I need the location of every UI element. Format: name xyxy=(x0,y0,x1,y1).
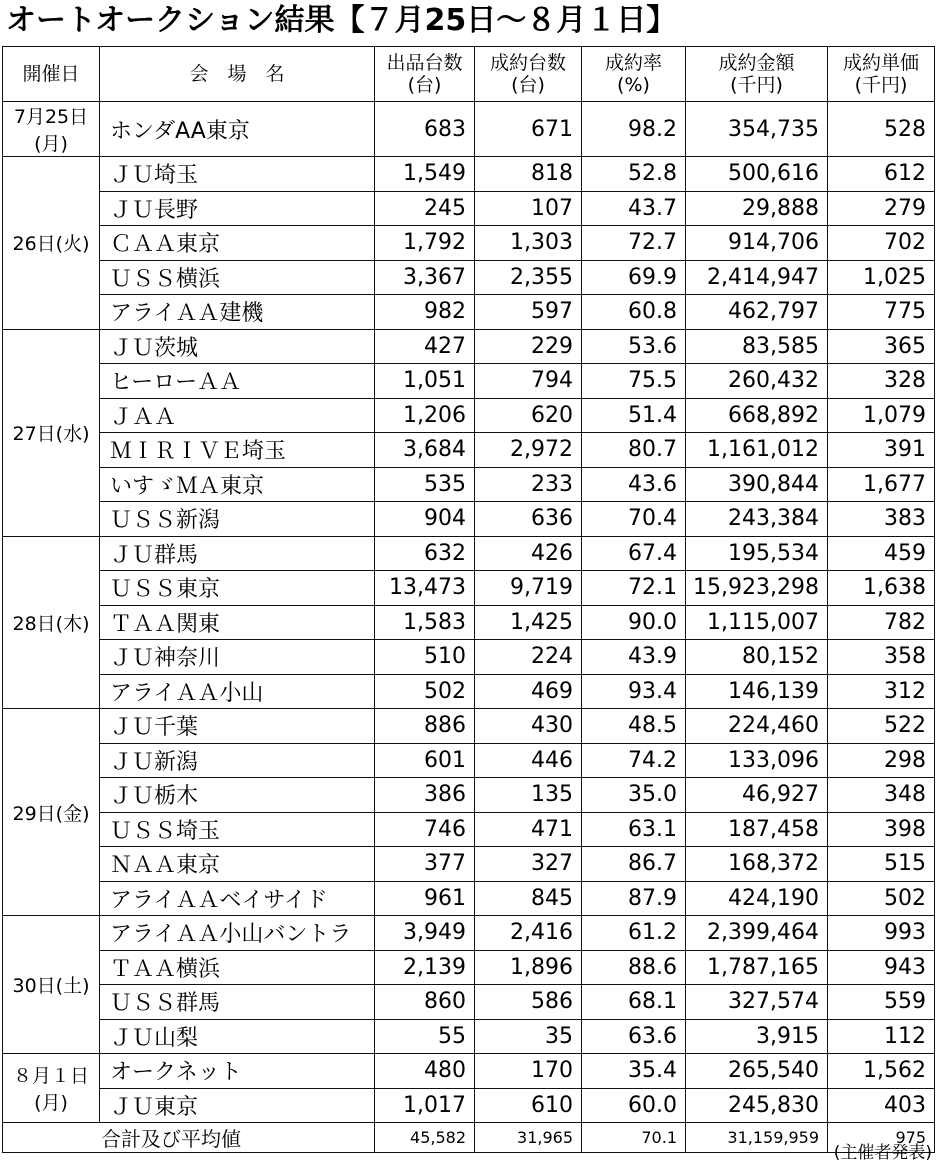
unit-cell: 348 xyxy=(828,778,935,813)
unit-cell: 298 xyxy=(828,743,935,778)
unit-cell: 702 xyxy=(828,226,935,261)
unit-cell: 1,562 xyxy=(828,1054,935,1089)
sold-cell: 2,972 xyxy=(475,433,582,468)
amount-cell: 29,888 xyxy=(686,191,828,226)
table-row xyxy=(3,812,935,847)
unit-cell: 502 xyxy=(828,881,935,916)
date-cell: 27日(水) xyxy=(3,329,100,536)
sold-cell: 135 xyxy=(475,778,582,813)
table-row xyxy=(3,709,935,744)
listed-cell: 3,684 xyxy=(375,433,475,468)
unit-cell: 782 xyxy=(828,605,935,640)
listed-cell: 3,367 xyxy=(375,260,475,295)
listed-cell: 2,139 xyxy=(375,950,475,985)
amount-cell: 500,616 xyxy=(686,157,828,192)
rate-cell: 75.5 xyxy=(582,364,686,399)
amount-cell: 1,115,007 xyxy=(686,605,828,640)
table-row xyxy=(3,329,935,364)
table-row xyxy=(3,950,935,985)
table-row xyxy=(3,778,935,813)
table-row xyxy=(3,191,935,226)
listed-cell: 601 xyxy=(375,743,475,778)
header-venue: 会 場 名 xyxy=(100,47,375,102)
sold-cell: 170 xyxy=(475,1054,582,1089)
unit-cell: 559 xyxy=(828,985,935,1020)
listed-cell: 961 xyxy=(375,881,475,916)
sold-cell: 9,719 xyxy=(475,571,582,606)
rate-cell: 70.4 xyxy=(582,502,686,537)
listed-cell: 886 xyxy=(375,709,475,744)
table-row xyxy=(3,157,935,192)
table-row xyxy=(3,1019,935,1054)
amount-cell: 914,706 xyxy=(686,226,828,261)
unit-cell: 459 xyxy=(828,536,935,571)
table-row xyxy=(3,847,935,882)
unit-cell: 612 xyxy=(828,157,935,192)
rate-cell: 90.0 xyxy=(582,605,686,640)
sold-cell: 107 xyxy=(475,191,582,226)
table-row xyxy=(3,536,935,571)
venue-cell: いすゞＭＡ東京 xyxy=(100,467,375,502)
unit-cell: 775 xyxy=(828,295,935,330)
sold-cell: 610 xyxy=(475,1088,582,1123)
rate-cell: 67.4 xyxy=(582,536,686,571)
header-listed: 出品台数 (台) xyxy=(375,47,475,102)
unit-cell: 383 xyxy=(828,502,935,537)
rate-cell: 48.5 xyxy=(582,709,686,744)
listed-cell: 3,949 xyxy=(375,916,475,951)
rate-cell: 60.8 xyxy=(582,295,686,330)
table-row xyxy=(3,916,935,951)
sold-cell: 233 xyxy=(475,467,582,502)
venue-cell: ＪＵ神奈川 xyxy=(100,640,375,675)
table-row xyxy=(3,985,935,1020)
sold-cell: 794 xyxy=(475,364,582,399)
listed-cell: 1,051 xyxy=(375,364,475,399)
sold-cell: 2,355 xyxy=(475,260,582,295)
listed-cell: 377 xyxy=(375,847,475,882)
amount-cell: 1,161,012 xyxy=(686,433,828,468)
date-cell: 26日(火) xyxy=(3,157,100,330)
unit-cell: 328 xyxy=(828,364,935,399)
sold-cell: 845 xyxy=(475,881,582,916)
rate-cell: 80.7 xyxy=(582,433,686,468)
listed-cell: 245 xyxy=(375,191,475,226)
amount-cell: 260,432 xyxy=(686,364,828,399)
listed-cell: 480 xyxy=(375,1054,475,1089)
sold-cell: 35 xyxy=(475,1019,582,1054)
venue-cell: アライＡＡ小山バントラ xyxy=(100,916,375,951)
rate-cell: 61.2 xyxy=(582,916,686,951)
rate-cell: 74.2 xyxy=(582,743,686,778)
table-row xyxy=(3,502,935,537)
amount-cell: 243,384 xyxy=(686,502,828,537)
venue-cell: ＪＵ埼玉 xyxy=(100,157,375,192)
rate-cell: 60.0 xyxy=(582,1088,686,1123)
amount-cell: 80,152 xyxy=(686,640,828,675)
listed-cell: 1,792 xyxy=(375,226,475,261)
page-title: オートオークション結果【７月25日～８月１日】 xyxy=(6,3,677,38)
table-row xyxy=(3,433,935,468)
rate-cell: 93.4 xyxy=(582,674,686,709)
venue-cell: ＵＳＳ横浜 xyxy=(100,260,375,295)
sold-cell: 671 xyxy=(475,102,582,157)
header-row xyxy=(3,47,935,102)
unit-cell: 943 xyxy=(828,950,935,985)
amount-cell: 187,458 xyxy=(686,812,828,847)
amount-cell: 195,534 xyxy=(686,536,828,571)
listed-cell: 427 xyxy=(375,329,475,364)
sold-cell: 1,896 xyxy=(475,950,582,985)
table-row xyxy=(3,226,935,261)
sold-cell: 426 xyxy=(475,536,582,571)
total-unit: 975 xyxy=(828,1123,935,1153)
amount-cell: 245,830 xyxy=(686,1088,828,1123)
amount-cell: 265,540 xyxy=(686,1054,828,1089)
sold-cell: 469 xyxy=(475,674,582,709)
amount-cell: 168,372 xyxy=(686,847,828,882)
rate-cell: 35.0 xyxy=(582,778,686,813)
listed-cell: 904 xyxy=(375,502,475,537)
unit-cell: 528 xyxy=(828,102,935,157)
listed-cell: 55 xyxy=(375,1019,475,1054)
venue-cell: ＴＡＡ横浜 xyxy=(100,950,375,985)
unit-cell: 1,677 xyxy=(828,467,935,502)
rate-cell: 72.1 xyxy=(582,571,686,606)
amount-cell: 327,574 xyxy=(686,985,828,1020)
rate-cell: 69.9 xyxy=(582,260,686,295)
date-cell: 29日(金) xyxy=(3,709,100,916)
listed-cell: 510 xyxy=(375,640,475,675)
unit-cell: 993 xyxy=(828,916,935,951)
amount-cell: 462,797 xyxy=(686,295,828,330)
venue-cell: ヒーローＡＡ xyxy=(100,364,375,399)
rate-cell: 43.6 xyxy=(582,467,686,502)
unit-cell: 358 xyxy=(828,640,935,675)
sold-cell: 446 xyxy=(475,743,582,778)
venue-cell: ＪＵ新潟 xyxy=(100,743,375,778)
sold-cell: 1,303 xyxy=(475,226,582,261)
total-row xyxy=(3,1123,935,1153)
table-row xyxy=(3,260,935,295)
total-amount: 31,159,959 xyxy=(686,1123,828,1153)
listed-cell: 1,549 xyxy=(375,157,475,192)
sold-cell: 636 xyxy=(475,502,582,537)
amount-cell: 224,460 xyxy=(686,709,828,744)
header-rate: 成約率 (%) xyxy=(582,47,686,102)
sold-cell: 430 xyxy=(475,709,582,744)
total-label: 合計及び平均値 xyxy=(3,1123,375,1153)
auction-results-table xyxy=(2,46,935,1153)
venue-cell: ＪＵ茨城 xyxy=(100,329,375,364)
venue-cell: ＮＡＡ東京 xyxy=(100,847,375,882)
amount-cell: 1,787,165 xyxy=(686,950,828,985)
sold-cell: 224 xyxy=(475,640,582,675)
rate-cell: 72.7 xyxy=(582,226,686,261)
results-table-container xyxy=(2,46,934,1153)
unit-cell: 1,079 xyxy=(828,398,935,433)
venue-cell: アライＡＡ小山 xyxy=(100,674,375,709)
unit-cell: 403 xyxy=(828,1088,935,1123)
venue-cell: ＵＳＳ群馬 xyxy=(100,985,375,1020)
table-row xyxy=(3,1054,935,1089)
listed-cell: 1,583 xyxy=(375,605,475,640)
venue-cell: ＴＡＡ関東 xyxy=(100,605,375,640)
total-sold: 31,965 xyxy=(475,1123,582,1153)
amount-cell: 46,927 xyxy=(686,778,828,813)
source-note: (主催者発表) xyxy=(833,1143,932,1163)
amount-cell: 3,915 xyxy=(686,1019,828,1054)
unit-cell: 112 xyxy=(828,1019,935,1054)
rate-cell: 63.6 xyxy=(582,1019,686,1054)
venue-cell: ＪＵ千葉 xyxy=(100,709,375,744)
table-row xyxy=(3,674,935,709)
venue-cell: ＭＩＲＩＶＥ埼玉 xyxy=(100,433,375,468)
table-row xyxy=(3,295,935,330)
table-row xyxy=(3,571,935,606)
venue-cell: アライＡＡベイサイド xyxy=(100,881,375,916)
rate-cell: 35.4 xyxy=(582,1054,686,1089)
sold-cell: 327 xyxy=(475,847,582,882)
venue-cell: ＵＳＳ埼玉 xyxy=(100,812,375,847)
total-listed: 45,582 xyxy=(375,1123,475,1153)
rate-cell: 87.9 xyxy=(582,881,686,916)
sold-cell: 229 xyxy=(475,329,582,364)
venue-cell: ＵＳＳ東京 xyxy=(100,571,375,606)
header-unit: 成約単価 (千円) xyxy=(828,47,935,102)
amount-cell: 15,923,298 xyxy=(686,571,828,606)
amount-cell: 668,892 xyxy=(686,398,828,433)
table-row xyxy=(3,743,935,778)
rate-cell: 43.9 xyxy=(582,640,686,675)
header-sold: 成約台数 (台) xyxy=(475,47,582,102)
table-row xyxy=(3,467,935,502)
table-row xyxy=(3,640,935,675)
unit-cell: 391 xyxy=(828,433,935,468)
venue-cell: ホンダAA東京 xyxy=(100,102,375,157)
date-cell: 7月25日(月) xyxy=(3,102,100,157)
venue-cell: ＪＡＡ xyxy=(100,398,375,433)
unit-cell: 279 xyxy=(828,191,935,226)
sold-cell: 2,416 xyxy=(475,916,582,951)
rate-cell: 51.4 xyxy=(582,398,686,433)
sold-cell: 1,425 xyxy=(475,605,582,640)
listed-cell: 632 xyxy=(375,536,475,571)
listed-cell: 502 xyxy=(375,674,475,709)
amount-cell: 2,414,947 xyxy=(686,260,828,295)
date-cell: 28日(木) xyxy=(3,536,100,709)
amount-cell: 2,399,464 xyxy=(686,916,828,951)
total-rate: 70.1 xyxy=(582,1123,686,1153)
rate-cell: 43.7 xyxy=(582,191,686,226)
amount-cell: 83,585 xyxy=(686,329,828,364)
rate-cell: 98.2 xyxy=(582,102,686,157)
listed-cell: 535 xyxy=(375,467,475,502)
venue-cell: ＪＵ栃木 xyxy=(100,778,375,813)
venue-cell: ＪＵ東京 xyxy=(100,1088,375,1123)
unit-cell: 398 xyxy=(828,812,935,847)
sold-cell: 620 xyxy=(475,398,582,433)
listed-cell: 1,206 xyxy=(375,398,475,433)
sold-cell: 597 xyxy=(475,295,582,330)
date-cell: 30日(土) xyxy=(3,916,100,1054)
sold-cell: 818 xyxy=(475,157,582,192)
header-amount: 成約金額 (千円) xyxy=(686,47,828,102)
rate-cell: 86.7 xyxy=(582,847,686,882)
listed-cell: 13,473 xyxy=(375,571,475,606)
date-cell: ８月１日 (月) xyxy=(3,1054,100,1123)
venue-cell: ＪＵ群馬 xyxy=(100,536,375,571)
table-body xyxy=(3,102,935,1123)
amount-cell: 354,735 xyxy=(686,102,828,157)
listed-cell: 1,017 xyxy=(375,1088,475,1123)
unit-cell: 1,025 xyxy=(828,260,935,295)
rate-cell: 52.8 xyxy=(582,157,686,192)
listed-cell: 386 xyxy=(375,778,475,813)
table-row xyxy=(3,1088,935,1123)
listed-cell: 860 xyxy=(375,985,475,1020)
venue-cell: アライＡＡ建機 xyxy=(100,295,375,330)
listed-cell: 683 xyxy=(375,102,475,157)
venue-cell: ＣＡＡ東京 xyxy=(100,226,375,261)
amount-cell: 424,190 xyxy=(686,881,828,916)
rate-cell: 88.6 xyxy=(582,950,686,985)
rate-cell: 63.1 xyxy=(582,812,686,847)
amount-cell: 146,139 xyxy=(686,674,828,709)
table-row xyxy=(3,364,935,399)
unit-cell: 522 xyxy=(828,709,935,744)
venue-cell: ＵＳＳ新潟 xyxy=(100,502,375,537)
rate-cell: 68.1 xyxy=(582,985,686,1020)
amount-cell: 390,844 xyxy=(686,467,828,502)
sold-cell: 586 xyxy=(475,985,582,1020)
listed-cell: 746 xyxy=(375,812,475,847)
table-row xyxy=(3,881,935,916)
table-row xyxy=(3,398,935,433)
venue-cell: ＪＵ山梨 xyxy=(100,1019,375,1054)
sold-cell: 471 xyxy=(475,812,582,847)
venue-cell: オークネット xyxy=(100,1054,375,1089)
unit-cell: 312 xyxy=(828,674,935,709)
venue-cell: ＪＵ長野 xyxy=(100,191,375,226)
unit-cell: 1,638 xyxy=(828,571,935,606)
rate-cell: 53.6 xyxy=(582,329,686,364)
listed-cell: 982 xyxy=(375,295,475,330)
header-date: 開催日 xyxy=(3,47,100,102)
table-row xyxy=(3,102,935,157)
table-row xyxy=(3,605,935,640)
unit-cell: 365 xyxy=(828,329,935,364)
amount-cell: 133,096 xyxy=(686,743,828,778)
unit-cell: 515 xyxy=(828,847,935,882)
